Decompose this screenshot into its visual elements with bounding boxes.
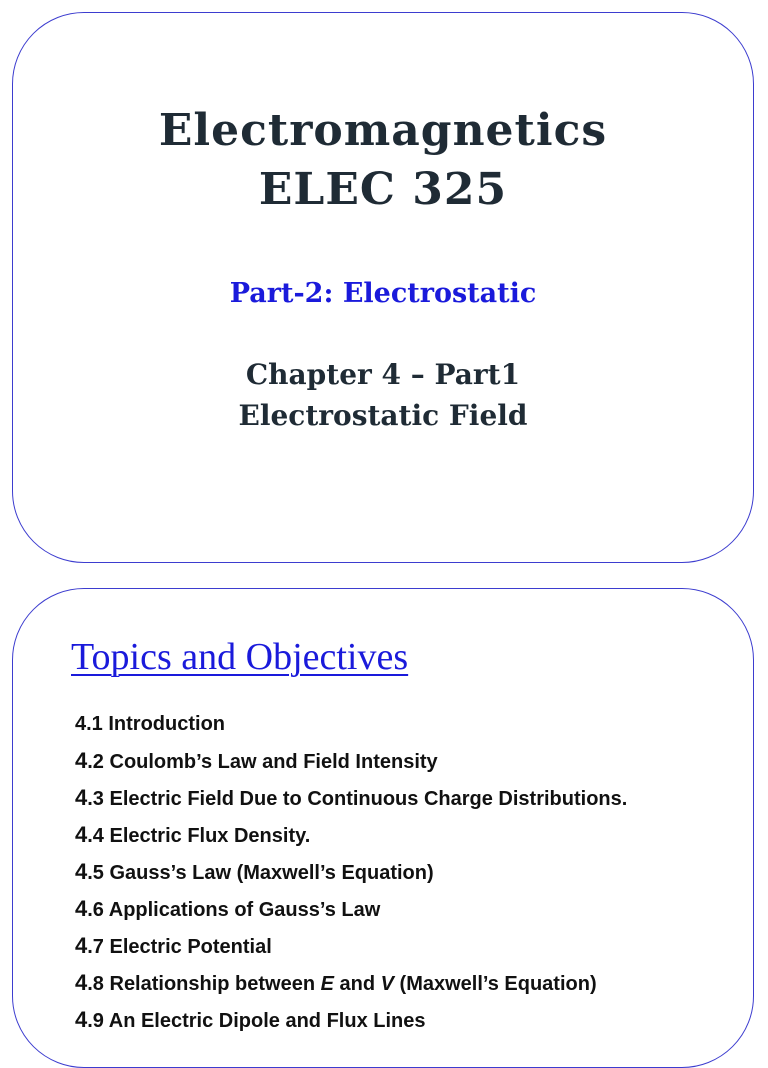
- title-slide: [12, 12, 754, 563]
- list-item: 4.7 Electric Potential: [75, 933, 272, 958]
- chapter-title: Electrostatic Field: [238, 399, 528, 432]
- course-title: Electromagnetics: [158, 105, 608, 156]
- part-label: Part-2: Electrostatic: [229, 278, 537, 309]
- list-item: 4.6 Applications of Gauss’s Law: [75, 896, 381, 921]
- topics-list: [75, 708, 627, 1041]
- list-item: 4.3 Electric Field Due to Continuous Charge Distributions.: [75, 785, 628, 810]
- list-item: 4.9 An Electric Dipole and Flux Lines: [75, 1007, 426, 1032]
- list-item: 4.5 Gauss’s Law (Maxwell’s Equation): [75, 859, 434, 884]
- list-item: 4.1 Introduction: [75, 713, 226, 735]
- list-item: 4.2 Coulomb’s Law and Field Intensity: [75, 748, 438, 773]
- list-item: 4.4 Electric Flux Density.: [75, 822, 311, 847]
- chapter-label: Chapter 4 – Part1: [245, 358, 521, 391]
- topics-slide: [12, 588, 754, 1068]
- topics-heading: Topics and Objectives: [71, 636, 409, 678]
- course-code: ELEC 325: [258, 164, 508, 215]
- list-item: 4.8 Relationship between E and V (Maxwell’s Equation): [75, 970, 597, 995]
